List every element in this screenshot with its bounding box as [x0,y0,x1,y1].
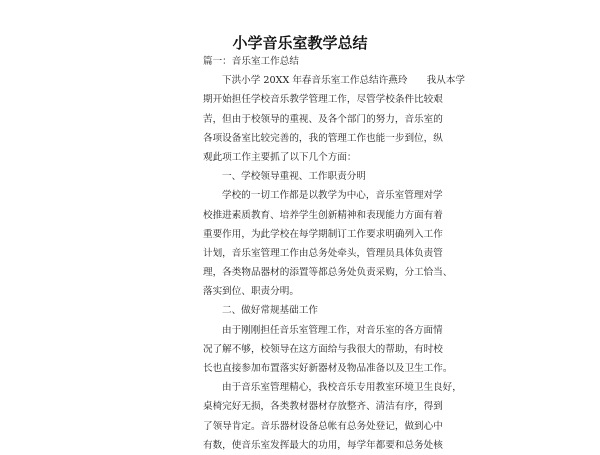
paragraph-line: 校推进素质教育、培养学生创新精神和表现能力方面有着 [203,209,443,221]
paragraph-line: 了领导肯定。音乐器材设备总帐有总务处登记，做到心中 [203,420,443,432]
subsection-heading: 一、学校领导重视、工作职责分明 [222,171,366,183]
paragraph-line: 由于音乐室管理精心，我校音乐专用教室环境卫生良好， [222,382,462,394]
paragraph-line: 桌椅完好无损，各类教材器材存放整齐、清洁有序，得到 [203,401,443,413]
paragraph-line: 落实到位、职责分明。 [203,286,299,298]
paragraph-line: 各项设备室比较完善的，我的管理工作也能一步到位，纵 [203,132,443,144]
paragraph-line: 况了解不够，校领导在这方面给与我很大的帮助，有时校 [203,343,443,355]
section-heading: 篇一：音乐室工作总结 [203,56,299,67]
paragraph-line: 理，各类物品器材的添置等都总务处负责采购，分工恰当、 [203,267,453,279]
paragraph-line: 计划，音乐室管理工作由总务处牵头，管理员具体负责管 [203,247,443,259]
paragraph-line: 由于刚刚担任音乐室管理工作，对音乐室的各方面情 [222,324,443,336]
paragraph-line: 苦，但由于校领导的重视、及各个部门的努力，音乐室的 [203,113,443,125]
paragraph-line: 学校的一切工作都是以教学为中心，音乐室管理对学 [222,190,443,202]
subsection-heading: 二、做好常规基础工作 [222,305,318,317]
paragraph-line: 长也直接参加布置落实好新器材及物品准备以及卫生工作。 [203,363,453,374]
document-body [203,52,466,455]
paragraph-line: 观此项工作主要抓了以下几个方面： [203,151,357,163]
paragraph-line: 期开始担任学校音乐教学管理工作，尽管学校条件比较艰 [203,94,443,106]
document-title: 小学音乐室教学总结 [232,34,368,52]
paragraph-line: 有数，使音乐室发挥最大的功用，每学年都要和总务处核 [203,439,443,451]
paragraph-line: 下洪小学 20XX 年春音乐室工作总结许燕玲 我从本学 [222,75,466,87]
paragraph-line: 重要作用，为此学校在每学期制订工作要求明确列入工作 [203,228,443,240]
